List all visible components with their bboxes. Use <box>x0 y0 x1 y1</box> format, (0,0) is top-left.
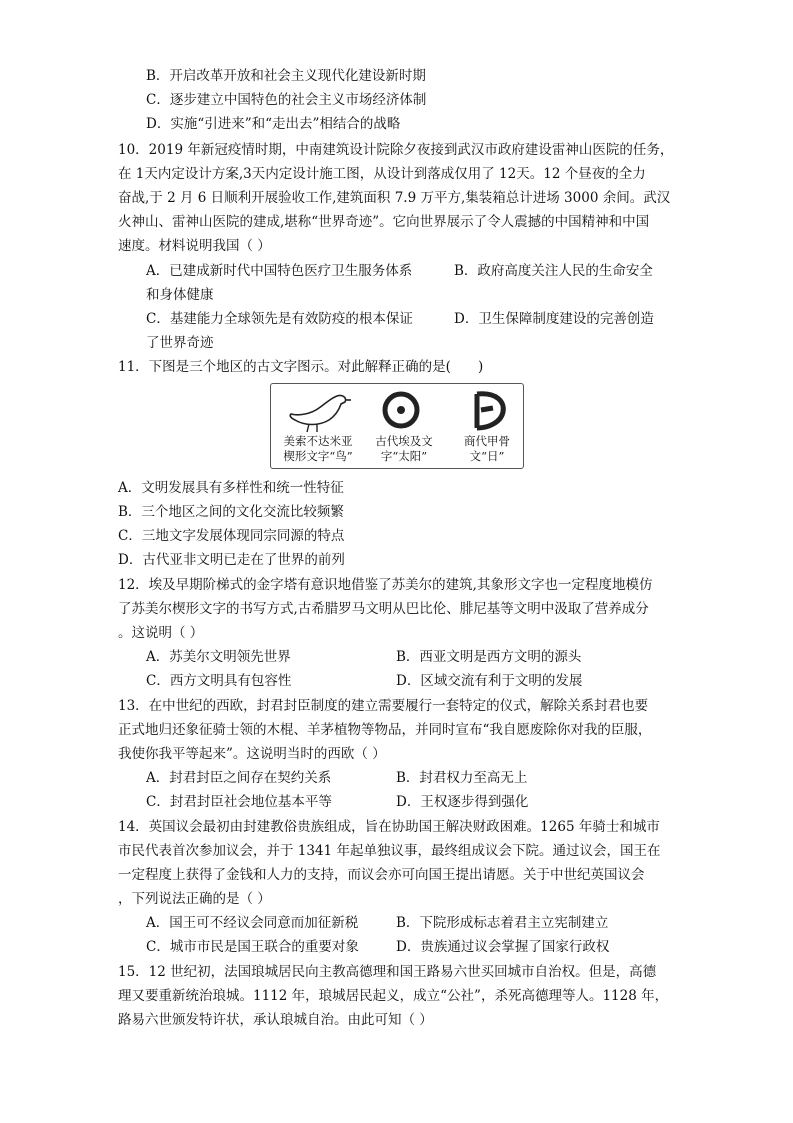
q14-stem-line-4: ，下列说法正确的是（ ） <box>118 891 271 907</box>
q11-stem: 11．下图是三个地区的古文字图示。对此解释正确的是( ) <box>118 359 484 375</box>
q9-option-d: D．实施“引进来”和“走出去”相结合的战略 <box>146 116 401 132</box>
q13-option-a: A．封君封臣之间存在契约关系 <box>146 770 332 786</box>
cuneiform-bird-icon <box>285 388 355 434</box>
q14-stem-line-1: 14．英国议会最初由封建教俗贵族组成，旨在协助国王解决财政困难。1265 年骑士和城市 <box>118 819 660 835</box>
q13-option-c: C．封君封臣社会地位基本平等 <box>146 794 332 810</box>
caption-cuneiform-line-1: 美索不达米亚 <box>283 434 353 448</box>
caption-egyptian-line-1: 古代埃及文 <box>375 434 433 448</box>
q14-option-a: A．国王可不经议会同意而加征新税 <box>146 915 359 931</box>
q13-option-d: D．王权逐步得到强化 <box>396 794 529 810</box>
caption-oracle-bone <box>457 434 517 464</box>
q13-stem-line-3: 我使你我平等起来”。这说明当时的西欧（ ） <box>118 746 386 762</box>
caption-egyptian-line-2: 字“太阳” <box>380 449 428 463</box>
q13-option-b: B．封君权力至高无上 <box>396 770 528 786</box>
q15-stem-line-3: 路易六世颁发特许状，承认琅城自治。由此可知（ ） <box>118 1012 433 1028</box>
q10-option-b: B．政府高度关注人民的生命安全 <box>454 263 653 279</box>
caption-cuneiform <box>275 434 361 464</box>
ancient-scripts-figure <box>270 383 524 469</box>
caption-egyptian <box>369 434 439 464</box>
q12-option-c: C．西方文明具有包容性 <box>146 673 292 689</box>
q10-option-a: A．已建成新时代中国特色医疗卫生服务体系 <box>146 263 413 279</box>
q14-stem-line-2: 市民代表首次参加议会，并于 1341 年起单独议事，最终组成议会下院。通过议会，国王在 <box>118 843 661 859</box>
q12-option-b: B．西亚文明是西方文明的源头 <box>396 649 582 665</box>
q10-stem-line-2: 在 1天内定设计方案,3天内定设计施工图，从设计到落成仅用了 12天。12 个昼夜的全力 <box>118 166 646 182</box>
q12-stem-line-2: 了苏美尔楔形文字的书写方式,古希腊罗马文明从巴比伦、腓尼基等文明中汲取了营养成分 <box>118 601 649 617</box>
q10-stem-line-1: 10．2019 年新冠疫情时期，中南建筑设计院除夕夜接到武汉市政府建设雷神山医院的任务， <box>118 142 674 158</box>
q14-stem-line-3: 一定程度上获得了金钱和人力的支持，而议会亦可向国王提出请愿。关于中世纪英国议会 <box>118 867 645 883</box>
q11-option-a: A．文明发展具有多样性和统一性特征 <box>118 480 344 496</box>
q14-option-d: D．贵族通过议会掌握了国家行政权 <box>396 939 610 955</box>
q13-stem-line-2: 正式地归还象征骑士领的木棍、羊茅植物等物品，并同时宣布“我自愿废除你对我的臣服， <box>118 722 652 738</box>
q11-option-c: C．三地文字发展体现同宗同源的特点 <box>118 528 345 544</box>
q10-stem-line-4: 火神山、雷神山医院的建成,堪称“世界奇迹”。它向世界展示了令人震撼的中国精神和中国 <box>118 214 650 230</box>
q12-stem-line-1: 12．埃及早期阶梯式的金字塔有意识地借鉴了苏美尔的建筑,其象形文字也一定程度地模仿 <box>118 577 653 593</box>
oracle-bone-ri-icon <box>467 388 509 434</box>
q9-option-c: C．逐步建立中国特色的社会主义市场经济体制 <box>146 92 427 108</box>
q12-stem-line-3: 。这说明（ ） <box>118 625 204 641</box>
q10-option-d: D．卫生保障制度建设的完善创造 <box>454 311 654 327</box>
q13-stem-line-1: 13．在中世纪的西欧，封君封臣制度的建立需要履行一套特定的仪式，解除关系封君也要 <box>118 698 649 714</box>
q10-option-b-cont: 和身体健康 <box>146 287 214 303</box>
q10-option-c: C．基建能力全球领先是有效防疫的根本保证 <box>146 311 413 327</box>
q12-option-d: D．区域交流有利于文明的发展 <box>396 673 583 689</box>
q14-option-b: B．下院形成标志着君主立宪制建立 <box>396 915 609 931</box>
q14-option-c: C．城市市民是国王联合的重要对象 <box>146 939 359 955</box>
caption-cuneiform-line-2: 楔形文字“鸟” <box>283 449 353 463</box>
q10-stem-line-3: 奋战,于 2 月 6 日顺利开展验收工作,建筑面积 7.9 万平方,集装箱总计进场 3000 余间。武汉 <box>118 190 671 206</box>
q15-stem-line-1: 15．12 世纪初，法国琅城居民向主教高德理和国王路易六世买回城市自治权。但是，高德 <box>118 964 657 980</box>
q12-option-a: A．苏美尔文明领先世界 <box>146 649 291 665</box>
q11-option-b: B．三个地区之间的文化交流比较频繁 <box>118 504 344 520</box>
q11-option-d: D．古代亚非文明已走在了世界的前列 <box>118 552 345 568</box>
q15-stem-line-2: 理又要重新统治琅城。1112 年，琅城居民起义，成立“公社”，杀死高德理等人。1128 年， <box>118 988 669 1004</box>
egyptian-sun-icon <box>379 388 423 434</box>
q9-option-b: B．开启改革开放和社会主义现代化建设新时期 <box>146 68 426 84</box>
q10-stem-line-5: 速度。材料说明我国（ ） <box>118 238 271 254</box>
caption-oracle-bone-line-1: 商代甲骨 <box>464 434 510 448</box>
q10-option-d-cont: 了世界奇迹 <box>146 335 214 351</box>
caption-oracle-bone-line-2: 文“日” <box>469 449 505 463</box>
